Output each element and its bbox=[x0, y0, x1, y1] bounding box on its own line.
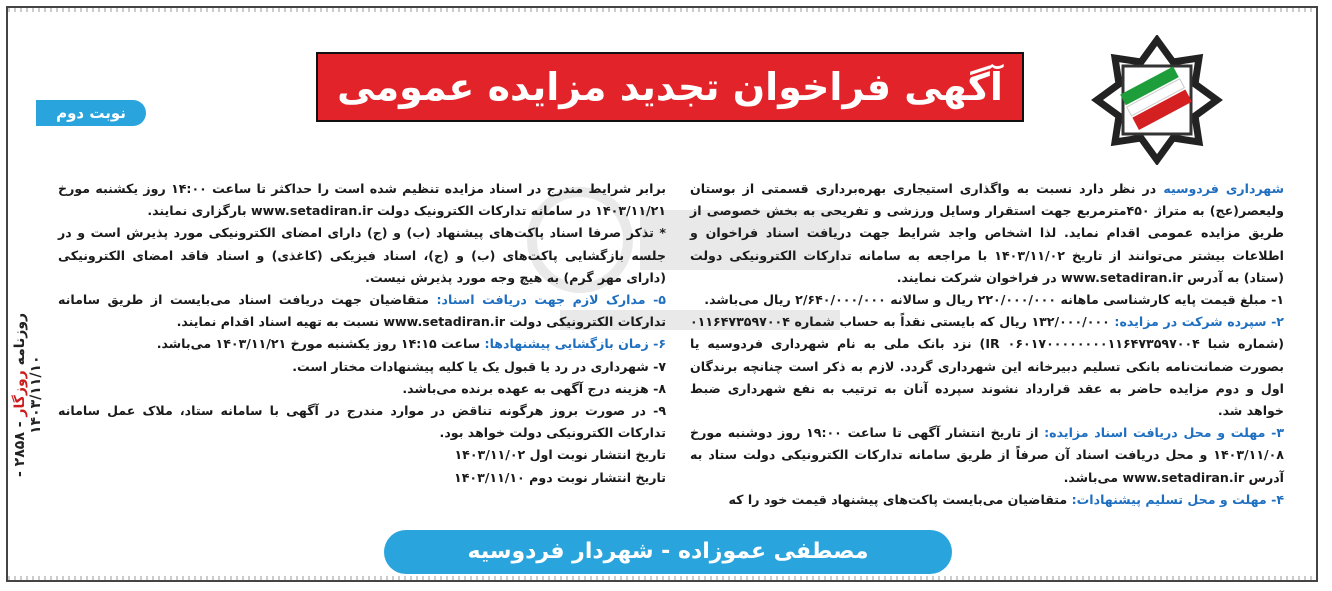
side-prefix: روزنامه bbox=[12, 312, 28, 371]
right-column bbox=[690, 178, 1284, 511]
item-2-body: ۱۳۲/۰۰۰/۰۰۰ ریال که بایستی نقداً به حساب شماره ۰۱۱۶۴۷۳۵۹۷۰۰۴ (شماره شبا IR ۰۶۰۱۷۰۰۰۰۰۰۰۰۱۱۶۴۷۳۵۹۷۰۰۴) نزد بانک ملی به نام شهرداری فردوسیه یا بصورت ضمانت‌نامه بانکی تسلیم دبیرخانه این شهرداری گردد. لازم به ذکر است چنانچه برندگان اول و دوم مزایده حاضر به عقد قرارداد نشوند سپرده آنان به ترتیب به نفع شهرداری ضبط خواهد شد. bbox=[690, 314, 1284, 419]
item-6 bbox=[58, 333, 666, 355]
item-2-heading: ۲- سپرده شرکت در مزایده: bbox=[1114, 314, 1284, 330]
left-column bbox=[58, 178, 666, 489]
item-3-body: از تاریخ انتشار آگهی تا ساعت ۱۹:۰۰ روز دوشنبه مورخ ۱۴۰۳/۱۱/۰۸ و محل دریافت اسناد آن صرفاً از طریق سامانه تدارکات الکترونیکی دولت ستاد به آدرس www.setadiran.ir می‌باشد. bbox=[690, 425, 1284, 485]
signature-banner: مصطفی عموزاده - شهردار فردوسیه bbox=[384, 530, 952, 574]
municipality-logo-icon bbox=[1085, 35, 1230, 165]
item-4 bbox=[690, 489, 1284, 511]
publish-date-first: تاریخ انتشار نوبت اول ۱۴۰۳/۱۱/۰۲ bbox=[454, 447, 666, 463]
intro-text: در نظر دارد نسبت به واگذاری استیجاری بهره‌برداری قسمتی از بوستان ولیعصر(عج) به متراژ ۴۵۰مترمربع جهت استقرار وسایل ورزشی و تفریحی به بخش خصوصی از طریق مزایده عمومی اقدام نماید. لذا اشخاص واجد شرایط جهت دریافت اسناد فراخوان و اطلاعات بیشتر می‌توانند از تاریخ ۱۴۰۳/۱۱/۰۲ با مراجعه به سامانه تدارکات الکترونیکی دولت (ستاد) به آدرس www.setadiran.ir در فراخوان شرکت نمایند. bbox=[690, 181, 1285, 285]
item-7: ۷- شهرداری در رد یا قبول یک یا کلیه پیشنهادات مختار است. bbox=[292, 358, 666, 374]
newspaper-name: روزگار bbox=[12, 370, 28, 417]
item-4-body: متقاضیان می‌بایست پاکت‌های پیشنهاد قیمت خود را که bbox=[728, 491, 1072, 507]
item-1: ۱- مبلغ قیمت پایه کارشناسی ماهانه ۲۲۰/۰۰۰/۰۰۰ ریال و سالانه ۲/۶۴۰/۰۰۰/۰۰۰ ریال می‌باشد. bbox=[704, 292, 1284, 308]
round-badge: نوبت دوم bbox=[36, 100, 146, 126]
item-3-heading: ۳- مهلت و محل دریافت اسناد مزایده: bbox=[1044, 425, 1285, 441]
item-9: ۹- در صورت بروز هرگونه تناقض در موارد مندرج در آگهی با سامانه ستاد، ملاک عمل سامانه تدارکات الکترونیکی دولت خواهد بود. bbox=[58, 403, 666, 441]
item-5-heading: ۵- مدارک لازم جهت دریافت اسناد: bbox=[436, 292, 666, 308]
item-4-heading: ۴- مهلت و محل تسلیم پیشنهادات: bbox=[1071, 491, 1284, 507]
item-8: ۸- هزینه درج آگهی به عهده برنده می‌باشد. bbox=[402, 380, 666, 396]
item-6-heading: ۶- زمان بازگشایی پیشنهادها: bbox=[484, 336, 666, 352]
continuation-paragraph: برابر شرایط مندرج در اسناد مزایده تنظیم شده است را حداکثر تا ساعت ۱۴:۰۰ روز یکشنبه مورخ ۱۴۰۳/۱۱/۲۱ در سامانه تدارکات الکترونیک دولت www.setadiran.ir بارگزاری نمایند. bbox=[58, 181, 667, 219]
publish-date-second: تاریخ انتشار نوبت دوم ۱۴۰۳/۱۱/۱۰ bbox=[454, 469, 666, 485]
item-5-body: متقاضیان جهت دریافت اسناد می‌بایست از طریق سامانه تدارکات الکترونیکی دولت www.setadiran.ir نسبت به تهیه اسناد اقدام نمایند. bbox=[58, 292, 666, 330]
newspaper-side-caption bbox=[12, 280, 44, 510]
item-5 bbox=[58, 289, 666, 333]
organization-name: شهرداری فردوسیه bbox=[1163, 181, 1284, 196]
side-suffix: - ۲۸۵۸ - ۱۴۰۳/۱۱/۱۰ bbox=[12, 355, 44, 478]
item-2 bbox=[690, 311, 1284, 422]
intro-paragraph bbox=[690, 178, 1284, 289]
item-3 bbox=[690, 422, 1284, 489]
page-title: آگهی فراخوان تجدید مزایده عمومی bbox=[316, 52, 1024, 122]
note-paragraph: * تذکر صرفا اسناد پاکت‌های پیشنهاد (ب) و (ج) دارای امضای الکترونیکی مورد پذیرش است و در جلسه بازگشایی پاکت‌های (ب) و (ج)، اسناد فیزیکی (کاغذی) و اسناد فاقد امضای الکترونیکی (دارای مهر گرم) به هیچ وجه مورد پذیرش نیست. bbox=[58, 225, 666, 285]
item-6-body: ساعت ۱۴:۱۵ روز یکشنبه مورخ ۱۴۰۳/۱۱/۲۱ می‌باشد. bbox=[156, 336, 485, 352]
